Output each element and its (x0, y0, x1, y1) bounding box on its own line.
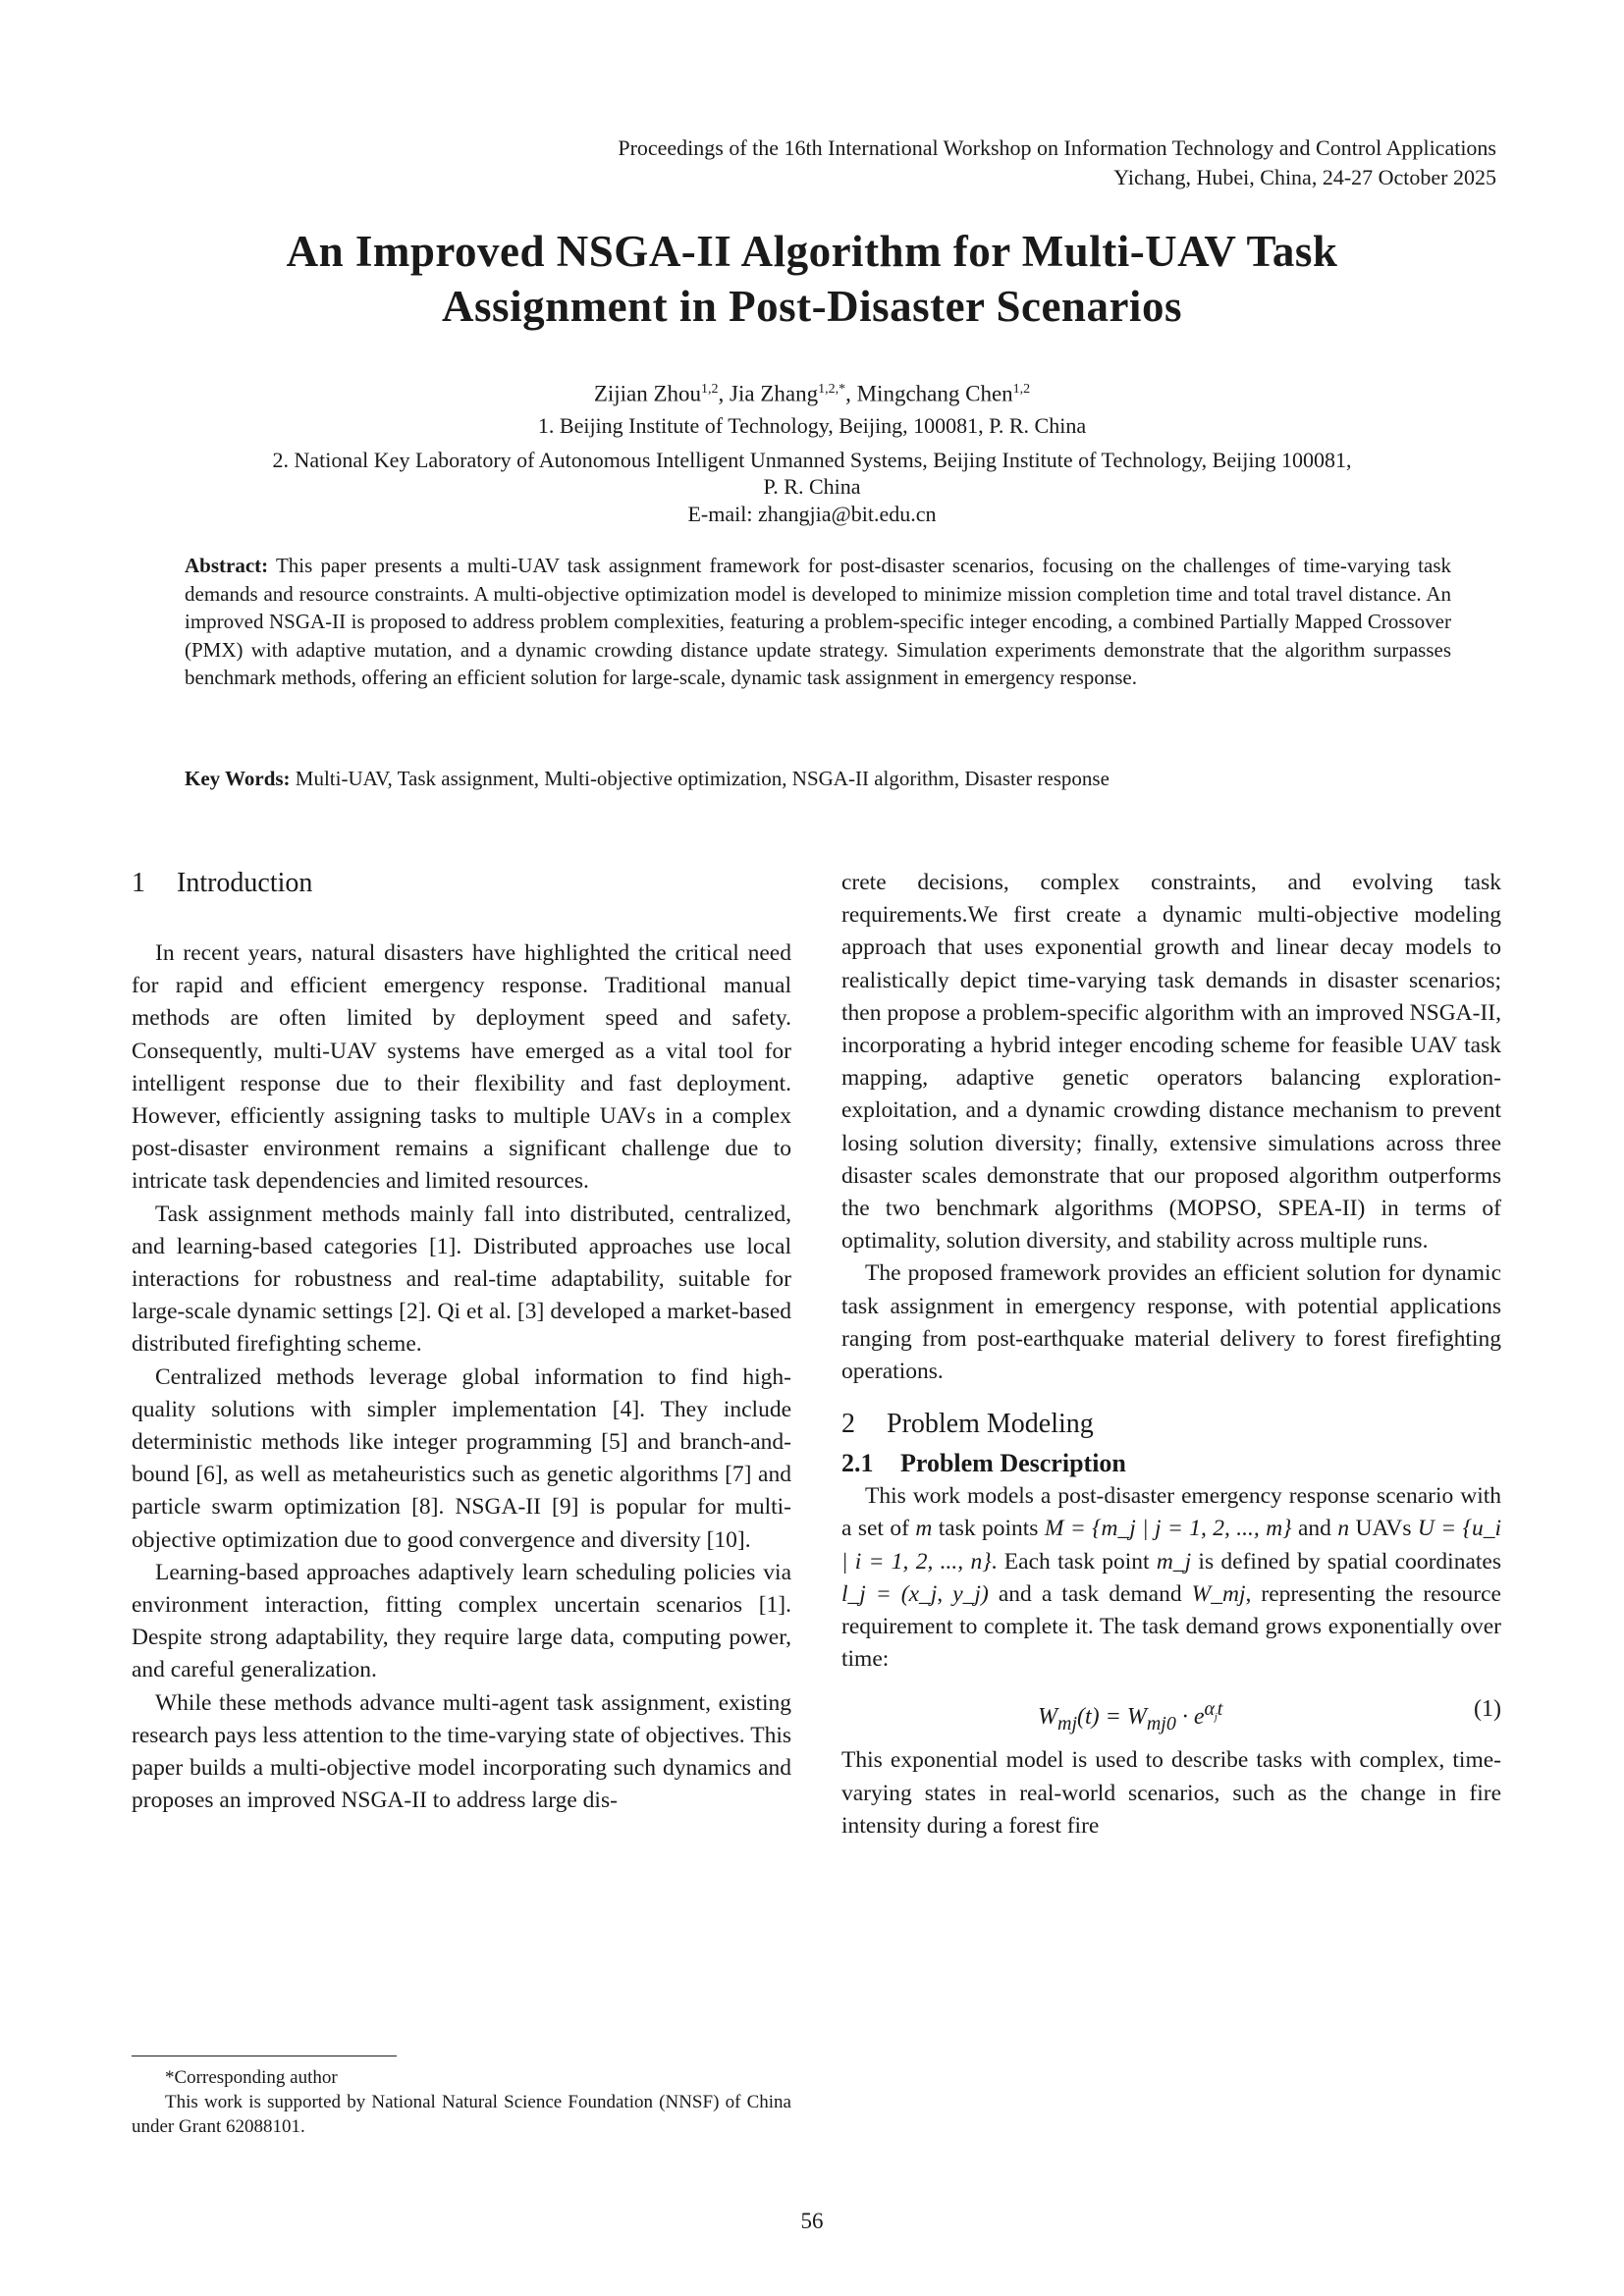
right-column (841, 867, 1501, 1842)
section-heading-problem-modeling (841, 1408, 1501, 1441)
section-title: Problem Modeling (887, 1409, 1094, 1440)
subsection-title: Problem Description (900, 1449, 1126, 1478)
section-number: 1 (132, 868, 145, 898)
abstract-label: Abstract: (185, 554, 269, 577)
proceedings-header (618, 133, 1496, 192)
contact-email[interactable]: E-mail: zhangjia@bit.edu.cn (687, 502, 937, 526)
math-inline: n (1337, 1516, 1350, 1542)
affiliation-2: 2. National Key Laboratory of Autonomous Intelligent Unmanned Systems, Beijing Institute of Technology, Beijing 100081, (272, 448, 1352, 472)
math-inline: W_mj (1191, 1580, 1246, 1607)
paper-title-line-2: Assignment in Post-Disaster Scenarios (442, 282, 1182, 331)
text-fragment: . Each task point (991, 1548, 1157, 1575)
eq-term: · e (1175, 1704, 1205, 1731)
author-name: Jia Zhang (730, 381, 819, 406)
footnote-corresponding-author: *Corresponding author (165, 2067, 338, 2088)
eq-superscript-subscript: j (1215, 1712, 1218, 1724)
keywords-text: Multi-UAV, Task assignment, Multi-objective optimization, NSGA-II algorithm, Disaster response (295, 767, 1110, 790)
author-list: Zijian Zhou$^{1,2}$, Jia Zhang$^{1,2,*}$, Mingchang Chen$^{1,2}$ (593, 381, 1031, 406)
math-inline: l_j = (x_j, y_j) (841, 1580, 989, 1607)
abstract-text: This paper presents a multi-UAV task assignment framework for post-disaster scenarios, focusing on the challenges of time-varying task demands and resource constraints. A multi-objective optimization model is developed to minimize mission completion time and total travel distance. An improved NSGA-II is proposed to address problem complexities, featuring a problem-specific integer encoding, a combined Partially Mapped Crossover (PMX) with adaptive mutation, and a dynamic crowding distance update strategy. Simulation experiments demonstrate that the algorithm surpasses benchmark methods, offering an efficient solution for large-scale, dynamic task assignment in emergency response. (185, 554, 1451, 689)
subsection-number: 2.1 (841, 1449, 874, 1478)
affiliation-2-country: P. R. China (763, 474, 861, 499)
author-affiliation-marker: 1,2 (1012, 382, 1031, 397)
proceedings-location-date: Yichang, Hubei, China, 24-27 October 2025 (1113, 165, 1496, 189)
text-fragment: is defined by spatial coordinates (1191, 1548, 1501, 1575)
page-number: 56 (800, 2209, 824, 2233)
paragraph-continued: crete decisions, complex constraints, and evolving task requirements.We first create a dynamic multi-objective modeling approach that uses exponential growth and linear decay models to realistically depict time-varying task demands in disaster scenarios; then propose a problem-specific algorithm with an improved NSGA-II, incorporating a hybrid integer encoding scheme for feasible UAV task mapping, adaptive genetic operators balancing exploration-exploitation, and a dynamic crowding distance mechanism to prevent losing solution diversity; finally, extensive simulations across three disaster scales demonstrate that our proposed algorithm outperforms the two benchmark algorithms (MOPSO, SPEA-II) in terms of optimality, solution diversity, and stability across multiple runs. (841, 870, 1501, 1255)
paragraph: Learning-based approaches adaptively learn scheduling policies via environment interaction, fitting complex uncertain scenarios [1]. Despite strong adaptability, they require large data, computing power, and careful generalization. (132, 1559, 791, 1683)
paragraph: Centralized methods leverage global information to find high-quality solutions with simpler implementation [4]. They include deterministic methods like integer programming [5] and branch-and-bound [6], as well as metaheuristics such as genetic algorithms [7] and particle swarm optimization [8]. NSGA-II [9] is popular for multi-objective optimization due to good convergence and diversity [10]. (132, 1363, 791, 1553)
eq-term: W (1038, 1704, 1057, 1731)
eq-superscript-var: t (1217, 1698, 1223, 1721)
text-fragment: This work models a post-disaster emergency response scenario with a set of (841, 1483, 1501, 1542)
left-column (132, 867, 791, 1817)
paragraph: This exponential model is used to describe tasks with complex, time-varying states in real-world scenarios, such as the change in fire intensity during a forest fire (841, 1747, 1501, 1839)
affiliation-1: 1. Beijing Institute of Technology, Beijing, 100081, P. R. China (537, 413, 1087, 438)
footnote-funding: This work is supported by National Natural Science Foundation (NNSF) of China under Grant 62088101. (132, 2092, 791, 2137)
author-affiliation-marker: 1,2,* (818, 382, 846, 397)
paragraph: In recent years, natural disasters have highlighted the critical need for rapid and efficient emergency response. Traditional manual methods are often limited by deployment speed and safety. Consequently, multi-UAV systems have emerged as a vital tool for intelligent response due to their flexibility and fast deployment. However, efficiently assigning tasks to multiple UAVs in a complex post-disaster environment remains a significant challenge due to intricate task dependencies and limited resources. (132, 940, 791, 1195)
equation-number: (1) (1474, 1696, 1501, 1723)
paper-title-line-1: An Improved NSGA-II Algorithm for Multi-UAV Task (286, 227, 1338, 276)
paper-title (0, 224, 1624, 334)
math-inline: m (915, 1516, 933, 1542)
section-title: Introduction (177, 868, 313, 898)
author-name: Zijian Zhou (593, 381, 702, 406)
keywords-label: Key Words: (185, 767, 291, 790)
eq-term: (t) = W (1077, 1704, 1147, 1731)
footnotes (132, 2065, 791, 2139)
eq-superscript: α (1204, 1698, 1215, 1721)
keywords (185, 765, 1451, 792)
text-fragment: and a task demand (988, 1580, 1192, 1607)
paragraph: The proposed framework provides an efficient solution for dynamic task assignment in emergency response, with potential applications ranging from post-earthquake material delivery to forest firefighting operations. (841, 1260, 1501, 1385)
math-inline: U = {u_i | i = 1, 2, ..., n} (841, 1516, 1501, 1575)
section-heading-introduction (132, 867, 791, 900)
author-affiliation-marker: 1,2 (701, 382, 719, 397)
equation-body (1038, 1693, 1222, 1740)
paragraph (841, 1480, 1501, 1676)
text-fragment: task points (932, 1516, 1045, 1542)
eq-subscript: mj (1057, 1713, 1077, 1735)
paragraph: While these methods advance multi-agent task assignment, existing research pays less attention to the time-varying state of objectives. This paper builds a multi-objective model incorporating such dynamics and proposes an improved NSGA-II to address large dis- (132, 1689, 791, 1814)
math-inline: m_j (1156, 1548, 1192, 1575)
text-fragment: , representing the resource requirement to complete it. The task demand grows exponentially over time: (841, 1580, 1501, 1673)
paragraph: Task assignment methods mainly fall into distributed, centralized, and learning-based categories [1]. Distributed approaches use local interactions for robustness and real-time adaptability, suitable for large-scale dynamic settings [2]. Qi et al. [3] developed a market-based distributed firefighting scheme. (132, 1201, 791, 1358)
author-name: Mingchang Chen (856, 381, 1013, 406)
proceedings-title: Proceedings of the 16th International Workshop on Information Technology and Control Applications (618, 135, 1496, 160)
abstract (185, 552, 1451, 692)
math-inline: M = {m_j | j = 1, 2, ..., m} (1044, 1516, 1292, 1542)
text-fragment: UAVs (1349, 1516, 1418, 1542)
text-fragment: and (1291, 1516, 1338, 1542)
subsection-heading-problem-description (841, 1447, 1501, 1480)
eq-subscript: mj0 (1146, 1713, 1176, 1735)
section-number: 2 (841, 1409, 855, 1440)
equation-1 (841, 1676, 1501, 1744)
